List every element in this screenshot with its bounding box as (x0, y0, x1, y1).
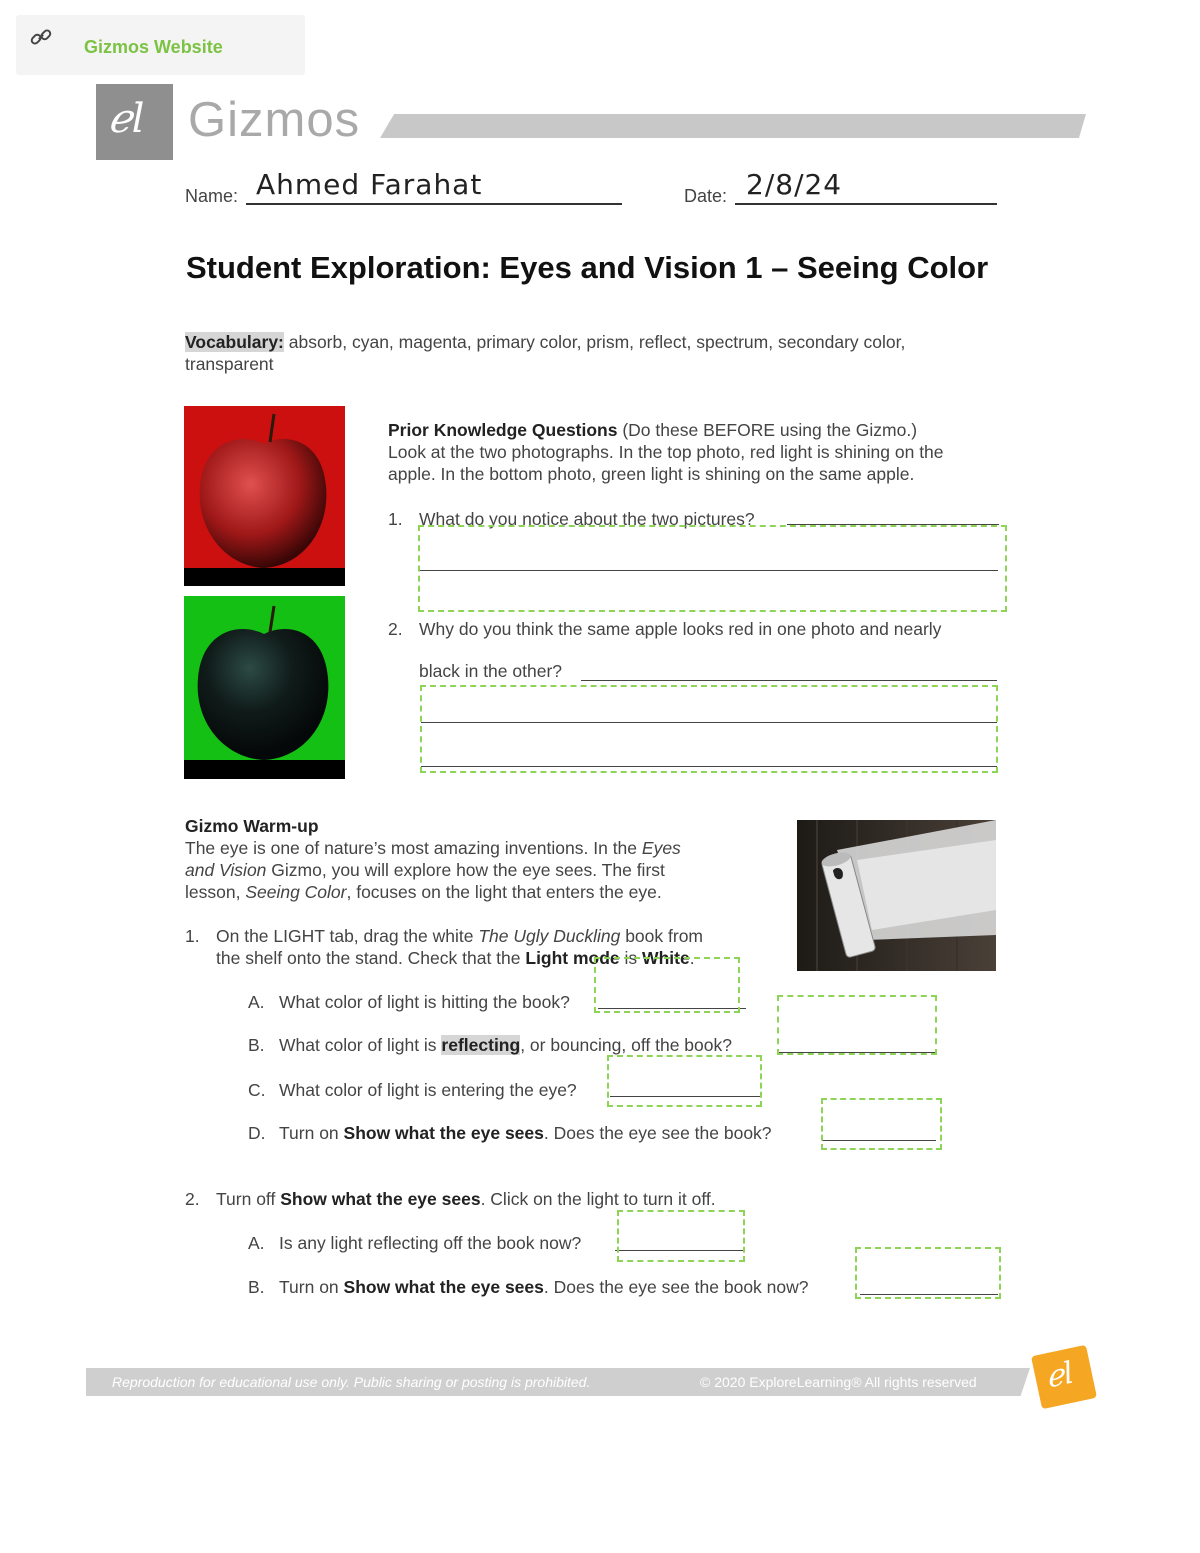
footer-copyright: © 2020 ExploreLearning® All rights reserved (700, 1374, 977, 1390)
white-term: White (642, 948, 690, 968)
pk-q2-rule1 (581, 680, 997, 681)
name-label: Name: (185, 186, 239, 206)
wu-q1-number: 1. (185, 926, 200, 946)
date-value[interactable]: 2/8/24 (746, 168, 843, 201)
pk-q2-number: 2. (388, 619, 403, 639)
wu-q2a-answer-field[interactable] (617, 1210, 745, 1262)
green-apple-photo (184, 596, 345, 779)
wu-q1b-answer-field[interactable] (777, 995, 937, 1055)
wu-q2-text (216, 1188, 716, 1210)
warmup-text-italic: Seeing Color (245, 882, 347, 902)
warmup-text-italic: Eyes (641, 838, 681, 858)
gizmo-lamp-screenshot (797, 820, 996, 971)
logo-mark: ℯl (108, 96, 145, 142)
pk-q2-line1: Why do you think the same apple looks red in one photo and nearly (419, 619, 942, 639)
wu-q1c-answer-field[interactable] (607, 1055, 762, 1107)
wu-q2-text-part: Turn off (216, 1189, 281, 1209)
warmup-text: , focuses on the light that enters the eye. (346, 882, 662, 902)
vocabulary-line2: transparent (185, 354, 274, 374)
name-value[interactable]: Ahmed Farahat (256, 168, 483, 201)
warmup-text-italic: and Vision (185, 860, 267, 880)
pk-q1-text: What do you notice about the two pictures? (419, 509, 755, 529)
date-underline (735, 203, 997, 205)
pk-q1-answer-field[interactable] (418, 525, 1007, 612)
wu-q2-number: 2. (185, 1189, 200, 1209)
wu-q1d-text-part: Turn on (279, 1123, 344, 1143)
wu-q1d-text-part: . Does the eye see the book? (543, 1123, 772, 1143)
wu-q1c-letter: C. (248, 1080, 266, 1100)
prior-knowledge-heading: Prior Knowledge Questions (388, 420, 618, 440)
wu-q1a-letter: A. (248, 992, 265, 1012)
prior-knowledge (388, 419, 1008, 485)
wu-q2a-text: Is any light reflecting off the book now? (279, 1233, 582, 1253)
name-underline (246, 203, 622, 205)
vocabulary-label: Vocabulary: (185, 332, 284, 352)
wu-q1d-letter: D. (248, 1123, 266, 1143)
warmup-text: lesson, (185, 882, 246, 902)
wu-q2a-letter: A. (248, 1233, 265, 1253)
link-icon (28, 24, 54, 50)
wu-q1c-text: What color of light is entering the eye? (279, 1080, 577, 1100)
reflecting-term: reflecting (441, 1035, 521, 1055)
wu-q1a-text: What color of light is hitting the book? (279, 992, 570, 1012)
wu-q1-text-part: . (689, 948, 695, 968)
show-eye-sees-term: Show what the eye sees (343, 1277, 544, 1297)
wu-q2b-text-part: . Does the eye see the book now? (543, 1277, 809, 1297)
pk-q1-number: 1. (388, 509, 403, 529)
warmup-text: The eye is one of nature’s most amazing inventions. In the (185, 838, 642, 858)
wu-q2-text-part: . Click on the light to turn it off. (480, 1189, 716, 1209)
warmup-intro (185, 815, 755, 903)
pk-q2-answer-field[interactable] (420, 685, 998, 773)
footer-disclaimer: Reproduction for educational use only. Public sharing or posting is prohibited. (112, 1374, 591, 1390)
gizmos-website-label[interactable]: Gizmos Website (84, 37, 223, 57)
vocabulary (185, 331, 985, 375)
prior-intro-line1: Look at the two photographs. In the top photo, red light is shining on the (388, 442, 944, 462)
wu-q1b-text-part: What color of light is (279, 1035, 442, 1055)
vocabulary-line1: absorb, cyan, magenta, primary color, prism, reflect, spectrum, secondary color, (283, 332, 906, 352)
wu-q2b-text (279, 1276, 809, 1298)
wu-q1-text-part: is (619, 948, 643, 968)
header-bar (380, 114, 1086, 138)
prior-knowledge-note: (Do these BEFORE using the Gizmo.) (617, 420, 918, 440)
wu-q1-text-part: the shelf onto the stand. Check that the (216, 948, 526, 968)
wu-q2b-letter: B. (248, 1277, 265, 1297)
warmup-text: Gizmo, you will explore how the eye sees. The first (266, 860, 665, 880)
light-mode-term: Light mode (525, 948, 620, 968)
wu-q1-text-part: On the LIGHT tab, drag the white (216, 926, 479, 946)
show-eye-sees-term: Show what the eye sees (343, 1123, 544, 1143)
wu-q1d-answer-field[interactable] (821, 1098, 942, 1150)
wu-q2b-answer-field[interactable] (855, 1247, 1001, 1299)
wu-q1a-answer-field[interactable] (594, 957, 740, 1013)
wu-q1b-letter: B. (248, 1035, 265, 1055)
wu-q1b-text (279, 1034, 732, 1056)
footer-logo-mark: ℯl (1042, 1355, 1077, 1396)
red-apple-photo (184, 406, 345, 586)
show-eye-sees-term: Show what the eye sees (280, 1189, 481, 1209)
warmup-heading: Gizmo Warm-up (185, 816, 319, 836)
wu-q1b-text-part: , or bouncing, off the book? (520, 1035, 732, 1055)
gizmos-brand: Gizmos (188, 93, 361, 147)
page-title: Student Exploration: Eyes and Vision 1 – Seeing Color (186, 250, 989, 285)
wu-q1-text-part: book from (620, 926, 704, 946)
wu-q1d-text (279, 1122, 772, 1144)
prior-intro-line2: apple. In the bottom photo, green light is shining on the same apple. (388, 464, 915, 484)
date-label: Date: (684, 186, 728, 206)
pk-q2-line2: black in the other? (419, 661, 563, 681)
book-title: The Ugly Duckling (478, 926, 621, 946)
wu-q2b-text-part: Turn on (279, 1277, 344, 1297)
